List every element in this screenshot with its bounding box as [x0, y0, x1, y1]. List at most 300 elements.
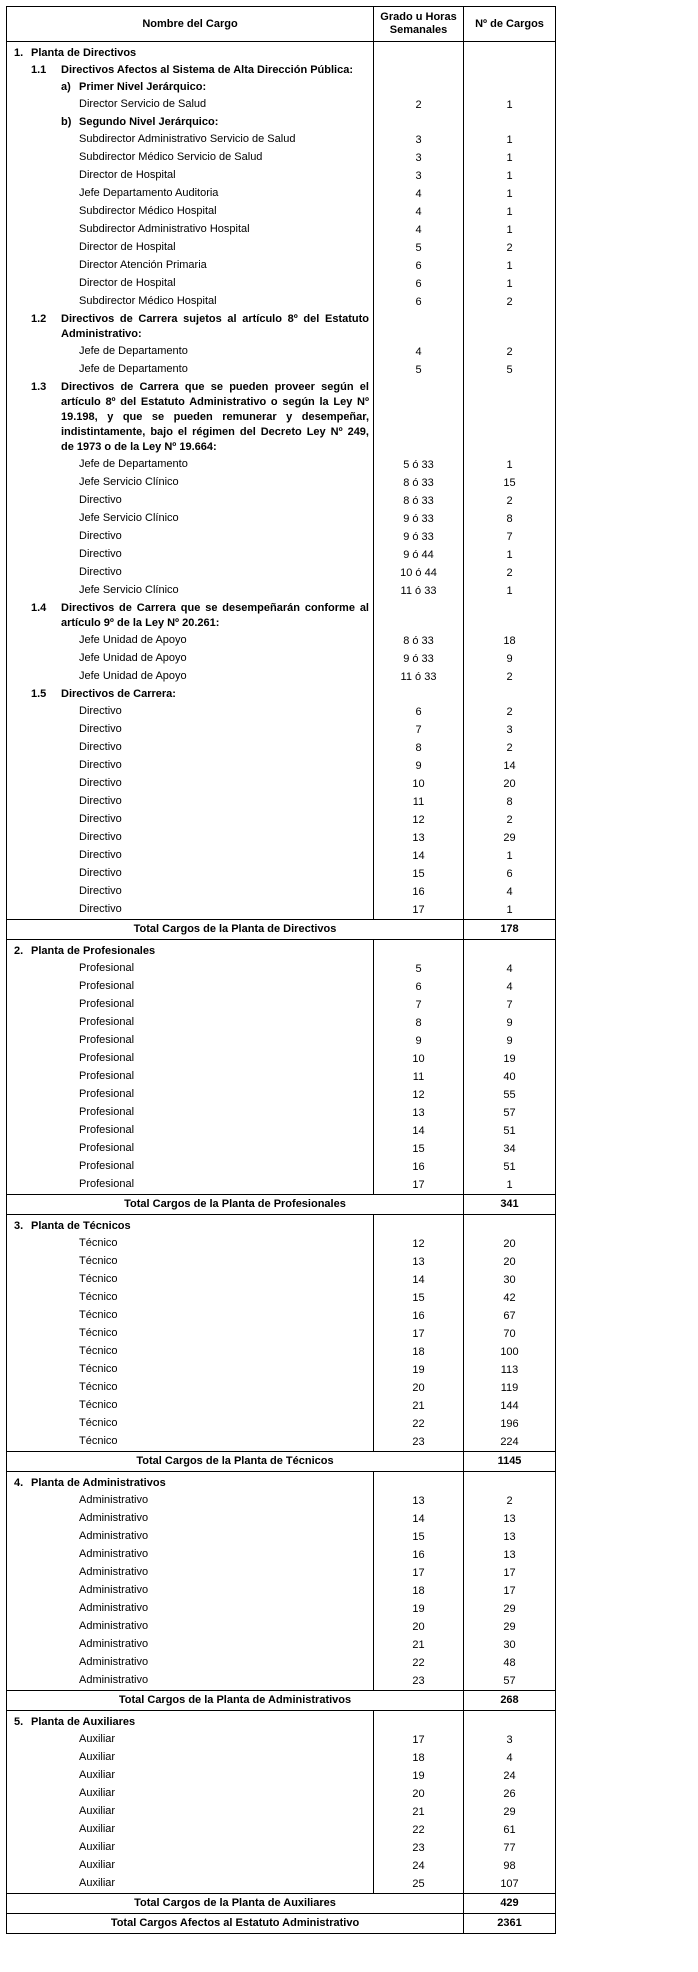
grado-cell: 11 — [374, 1068, 464, 1086]
grado-cell: 11 ó 33 — [374, 582, 464, 600]
table-header — [7, 7, 556, 42]
cargo-label: Profesional — [79, 1106, 135, 1118]
cargo-name-cell — [7, 1749, 374, 1767]
cargo-name-cell — [7, 1600, 374, 1618]
cargo-name-cell — [7, 1271, 374, 1289]
cargo-name-cell — [7, 600, 374, 632]
grand-total-row — [7, 1914, 556, 1934]
cargo-label: Planta de Directivos — [31, 47, 137, 59]
num-cargos-cell: 13 — [464, 1510, 556, 1528]
cargo-name-cell — [7, 167, 374, 185]
num-cargos-cell: 4 — [464, 883, 556, 901]
num-cargos-cell: 1 — [464, 456, 556, 474]
position-row — [7, 456, 556, 474]
grado-cell — [374, 1711, 464, 1732]
cargo-label: Técnico — [79, 1327, 118, 1339]
cargo-label: Administrativo — [79, 1602, 149, 1614]
cargo-name-cell — [7, 1636, 374, 1654]
cargo-name-cell — [7, 1546, 374, 1564]
cargo-name-cell — [7, 379, 374, 456]
num-cargos-cell: 2 — [464, 239, 556, 257]
cargo-label: Planta de Auxiliares — [31, 1716, 136, 1728]
position-row — [7, 1803, 556, 1821]
grado-cell: 17 — [374, 1325, 464, 1343]
cargo-label: Directivo — [79, 795, 122, 807]
position-row — [7, 361, 556, 379]
cargo-label: Auxiliar — [79, 1733, 116, 1745]
position-row — [7, 275, 556, 293]
cargo-name-cell — [7, 1176, 374, 1195]
table-body — [7, 42, 556, 1934]
cargo-label: Técnico — [79, 1273, 118, 1285]
num-cargos-cell: 4 — [464, 1749, 556, 1767]
grado-cell: 5 — [374, 239, 464, 257]
cargo-label: Director de Hospital — [79, 277, 176, 289]
cargo-label: Técnico — [79, 1345, 118, 1357]
position-row — [7, 1618, 556, 1636]
grado-cell — [374, 79, 464, 96]
num-cargos-cell: 2 — [464, 1492, 556, 1510]
grado-cell: 8 ó 33 — [374, 632, 464, 650]
num-cargos-cell: 2 — [464, 703, 556, 721]
num-cargos-cell: 1 — [464, 149, 556, 167]
position-row — [7, 293, 556, 311]
num-cargos-cell: 119 — [464, 1379, 556, 1397]
cargo-name-cell — [7, 42, 374, 63]
num-cargos-cell: 17 — [464, 1582, 556, 1600]
position-row — [7, 1654, 556, 1672]
position-row — [7, 167, 556, 185]
item-number: 1.4 — [31, 602, 47, 614]
grado-cell: 21 — [374, 1636, 464, 1654]
cargo-label: Directivo — [79, 831, 122, 843]
position-row — [7, 474, 556, 492]
cargo-label: Director Servicio de Salud — [79, 98, 207, 110]
grado-cell: 12 — [374, 1235, 464, 1253]
num-cargos-cell: 9 — [464, 1014, 556, 1032]
grado-cell: 23 — [374, 1433, 464, 1452]
grado-cell: 18 — [374, 1582, 464, 1600]
cargo-label: Directivos de Carrera que se desempeñarán conforme al artículo 9º de la Ley Nº 20.261: — [61, 602, 369, 629]
cargo-label: Jefe de Departamento — [79, 363, 188, 375]
total-label: Total Cargos de la Planta de Administrativos — [7, 1691, 464, 1711]
cargo-label: Técnico — [79, 1399, 118, 1411]
item-number: 2. — [14, 945, 24, 957]
position-row — [7, 131, 556, 149]
position-row — [7, 1492, 556, 1510]
position-row — [7, 1325, 556, 1343]
grado-cell: 14 — [374, 1271, 464, 1289]
cargo-name-cell — [7, 1379, 374, 1397]
num-cargos-cell: 1 — [464, 167, 556, 185]
grado-cell: 17 — [374, 901, 464, 920]
cargo-label: Planta de Profesionales — [31, 945, 156, 957]
item-number: 1. — [14, 47, 24, 59]
item-number: 3. — [14, 1220, 24, 1232]
position-row — [7, 1857, 556, 1875]
grado-cell: 15 — [374, 1140, 464, 1158]
item-number: 1.2 — [31, 313, 47, 325]
grado-cell: 6 — [374, 257, 464, 275]
position-row — [7, 1839, 556, 1857]
cargo-label: Directivo — [79, 885, 122, 897]
grado-cell: 20 — [374, 1379, 464, 1397]
cargo-name-cell — [7, 1050, 374, 1068]
cargo-name-cell — [7, 1803, 374, 1821]
cargo-name-cell — [7, 564, 374, 582]
col-header-nombre-del-cargo: Nombre del Cargo — [7, 7, 374, 42]
grado-cell: 13 — [374, 1492, 464, 1510]
num-cargos-cell: 8 — [464, 510, 556, 528]
position-row — [7, 721, 556, 739]
cargo-label: Técnico — [79, 1309, 118, 1321]
cargo-label: Auxiliar — [79, 1805, 116, 1817]
grado-cell: 12 — [374, 1086, 464, 1104]
section-header-row — [7, 42, 556, 63]
grado-cell: 15 — [374, 1528, 464, 1546]
cargo-label: Técnico — [79, 1417, 118, 1429]
cargo-name-cell — [7, 1068, 374, 1086]
position-row — [7, 865, 556, 883]
cargo-name-cell — [7, 1618, 374, 1636]
cargo-label: Jefe Unidad de Apoyo — [79, 634, 187, 646]
grado-cell: 10 — [374, 1050, 464, 1068]
position-row — [7, 668, 556, 686]
position-row — [7, 793, 556, 811]
position-row — [7, 1068, 556, 1086]
num-cargos-cell: 3 — [464, 721, 556, 739]
section-header-row — [7, 79, 556, 96]
grado-cell: 9 — [374, 1032, 464, 1050]
cargo-label: Administrativo — [79, 1674, 149, 1686]
section-header-row — [7, 114, 556, 131]
grado-cell: 9 ó 33 — [374, 528, 464, 546]
num-cargos-cell: 1 — [464, 221, 556, 239]
cargo-name-cell — [7, 1711, 374, 1732]
num-cargos-cell: 9 — [464, 650, 556, 668]
grado-cell: 13 — [374, 829, 464, 847]
total-value: 178 — [464, 920, 556, 940]
num-cargos-cell: 2 — [464, 343, 556, 361]
num-cargos-cell: 107 — [464, 1875, 556, 1894]
grado-cell: 13 — [374, 1253, 464, 1271]
position-row — [7, 1749, 556, 1767]
cargo-name-cell — [7, 343, 374, 361]
position-row — [7, 996, 556, 1014]
grado-cell: 19 — [374, 1600, 464, 1618]
grado-cell: 6 — [374, 275, 464, 293]
item-number: a) — [61, 81, 71, 93]
grado-cell: 3 — [374, 149, 464, 167]
grado-cell: 23 — [374, 1839, 464, 1857]
num-cargos-cell: 48 — [464, 1654, 556, 1672]
num-cargos-cell: 24 — [464, 1767, 556, 1785]
num-cargos-cell — [464, 686, 556, 703]
cargo-label: Primer Nivel Jerárquico: — [79, 81, 207, 93]
position-row — [7, 1271, 556, 1289]
cargo-label: Directivo — [79, 777, 122, 789]
header-row — [7, 7, 556, 42]
cargo-name-cell — [7, 1014, 374, 1032]
col-header-grado-horas: Grado u Horas Semanales — [374, 7, 464, 42]
grado-cell: 9 ó 44 — [374, 546, 464, 564]
cargo-label: Auxiliar — [79, 1751, 116, 1763]
cargo-name-cell — [7, 1289, 374, 1307]
cargo-label: Auxiliar — [79, 1769, 116, 1781]
num-cargos-cell: 1 — [464, 131, 556, 149]
grado-cell: 25 — [374, 1875, 464, 1894]
num-cargos-cell: 40 — [464, 1068, 556, 1086]
num-cargos-cell: 30 — [464, 1636, 556, 1654]
position-row — [7, 1361, 556, 1379]
grado-cell: 13 — [374, 1104, 464, 1122]
position-row — [7, 1397, 556, 1415]
cargo-label: Subdirector Médico Hospital — [79, 295, 217, 307]
position-row — [7, 1582, 556, 1600]
section-header-row — [7, 686, 556, 703]
position-row — [7, 492, 556, 510]
cargo-name-cell — [7, 185, 374, 203]
cargo-name-cell — [7, 62, 374, 79]
num-cargos-cell: 1 — [464, 203, 556, 221]
grado-cell: 4 — [374, 343, 464, 361]
staffing-table — [6, 6, 556, 1934]
total-label: Total Cargos de la Planta de Técnicos — [7, 1452, 464, 1472]
position-row — [7, 96, 556, 114]
num-cargos-cell: 2 — [464, 811, 556, 829]
num-cargos-cell — [464, 311, 556, 343]
cargo-label: Administrativo — [79, 1494, 149, 1506]
total-row — [7, 1452, 556, 1472]
num-cargos-cell: 4 — [464, 960, 556, 978]
cargo-name-cell — [7, 1307, 374, 1325]
grado-cell: 16 — [374, 1546, 464, 1564]
cargo-label: Auxiliar — [79, 1823, 116, 1835]
cargo-label: Subdirector Médico Servicio de Salud — [79, 151, 263, 163]
grado-cell: 9 ó 33 — [374, 510, 464, 528]
position-row — [7, 1821, 556, 1839]
grado-cell: 17 — [374, 1731, 464, 1749]
num-cargos-cell: 2 — [464, 293, 556, 311]
cargo-label: Directivos de Carrera sujetos al artículo 8º del Estatuto Administrativo: — [61, 313, 369, 340]
cargo-label: Jefe Servicio Clínico — [79, 512, 179, 524]
cargo-label: Auxiliar — [79, 1859, 116, 1871]
total-label: Total Cargos de la Planta de Profesionales — [7, 1195, 464, 1215]
cargo-name-cell — [7, 1857, 374, 1875]
cargo-label: Profesional — [79, 1070, 135, 1082]
grado-cell: 7 — [374, 721, 464, 739]
cargo-label: Jefe Departamento Auditoria — [79, 187, 219, 199]
num-cargos-cell: 144 — [464, 1397, 556, 1415]
cargo-name-cell — [7, 721, 374, 739]
cargo-label: Directivo — [79, 548, 122, 560]
grado-cell: 2 — [374, 96, 464, 114]
cargo-name-cell — [7, 1767, 374, 1785]
cargo-label: Director de Hospital — [79, 169, 176, 181]
cargo-label: Jefe Unidad de Apoyo — [79, 670, 187, 682]
grado-cell: 9 ó 33 — [374, 650, 464, 668]
grado-cell: 8 — [374, 1014, 464, 1032]
cargo-name-cell — [7, 739, 374, 757]
grado-cell — [374, 379, 464, 456]
num-cargos-cell — [464, 940, 556, 961]
grado-cell: 16 — [374, 883, 464, 901]
num-cargos-cell: 26 — [464, 1785, 556, 1803]
position-row — [7, 546, 556, 564]
position-row — [7, 1050, 556, 1068]
section-header-row — [7, 311, 556, 343]
grado-cell — [374, 1472, 464, 1493]
section-header-row — [7, 62, 556, 79]
cargo-label: Técnico — [79, 1435, 118, 1447]
total-value: 1145 — [464, 1452, 556, 1472]
cargo-name-cell — [7, 528, 374, 546]
cargo-name-cell — [7, 1433, 374, 1452]
cargo-label: Directivo — [79, 903, 122, 915]
grado-cell: 6 — [374, 703, 464, 721]
grado-cell — [374, 62, 464, 79]
position-row — [7, 149, 556, 167]
num-cargos-cell: 42 — [464, 1289, 556, 1307]
num-cargos-cell: 6 — [464, 865, 556, 883]
cargo-label: Profesional — [79, 1034, 135, 1046]
section-header-row — [7, 600, 556, 632]
item-number: 1.5 — [31, 688, 47, 700]
position-row — [7, 703, 556, 721]
total-row — [7, 1691, 556, 1711]
num-cargos-cell: 113 — [464, 1361, 556, 1379]
num-cargos-cell: 70 — [464, 1325, 556, 1343]
cargo-label: Planta de Técnicos — [31, 1220, 131, 1232]
grado-cell: 4 — [374, 185, 464, 203]
item-number: 1.3 — [31, 381, 47, 393]
position-row — [7, 847, 556, 865]
section-header-row — [7, 379, 556, 456]
position-row — [7, 1600, 556, 1618]
cargo-name-cell — [7, 1235, 374, 1253]
cargo-name-cell — [7, 793, 374, 811]
num-cargos-cell: 196 — [464, 1415, 556, 1433]
cargo-name-cell — [7, 239, 374, 257]
cargo-label: Directivo — [79, 530, 122, 542]
num-cargos-cell: 55 — [464, 1086, 556, 1104]
position-row — [7, 739, 556, 757]
position-row — [7, 1528, 556, 1546]
cargo-name-cell — [7, 474, 374, 492]
section-header-row — [7, 1472, 556, 1493]
grado-cell: 20 — [374, 1618, 464, 1636]
grado-cell: 16 — [374, 1158, 464, 1176]
position-row — [7, 1767, 556, 1785]
cargo-name-cell — [7, 1472, 374, 1493]
cargo-name-cell — [7, 960, 374, 978]
num-cargos-cell: 20 — [464, 775, 556, 793]
cargo-name-cell — [7, 811, 374, 829]
grado-cell: 3 — [374, 131, 464, 149]
total-row — [7, 920, 556, 940]
grado-cell: 24 — [374, 1857, 464, 1875]
cargo-label: Profesional — [79, 1124, 135, 1136]
cargo-name-cell — [7, 96, 374, 114]
position-row — [7, 1636, 556, 1654]
cargo-label: Administrativo — [79, 1548, 149, 1560]
num-cargos-cell: 29 — [464, 829, 556, 847]
position-row — [7, 1343, 556, 1361]
cargo-label: Directivo — [79, 741, 122, 753]
grado-cell: 7 — [374, 996, 464, 1014]
num-cargos-cell: 1 — [464, 1176, 556, 1195]
cargo-label: Directivo — [79, 849, 122, 861]
cargo-name-cell — [7, 456, 374, 474]
position-row — [7, 564, 556, 582]
num-cargos-cell: 34 — [464, 1140, 556, 1158]
num-cargos-cell: 1 — [464, 275, 556, 293]
cargo-name-cell — [7, 632, 374, 650]
num-cargos-cell: 20 — [464, 1253, 556, 1271]
section-header-row — [7, 940, 556, 961]
cargo-name-cell — [7, 847, 374, 865]
num-cargos-cell: 98 — [464, 1857, 556, 1875]
cargo-label: Administrativo — [79, 1530, 149, 1542]
grado-cell: 5 — [374, 960, 464, 978]
total-label: Total Cargos de la Planta de Auxiliares — [7, 1894, 464, 1914]
num-cargos-cell: 7 — [464, 528, 556, 546]
position-row — [7, 1253, 556, 1271]
cargo-label: Subdirector Administrativo Servicio de Salud — [79, 133, 296, 145]
grado-cell: 20 — [374, 1785, 464, 1803]
cargo-name-cell — [7, 546, 374, 564]
num-cargos-cell — [464, 114, 556, 131]
num-cargos-cell: 19 — [464, 1050, 556, 1068]
position-row — [7, 528, 556, 546]
cargo-name-cell — [7, 1731, 374, 1749]
cargo-name-cell — [7, 1086, 374, 1104]
cargo-name-cell — [7, 79, 374, 96]
cargo-label: Directivos de Carrera que se pueden proveer según el artículo 8º del Estatuto Administrativo o según la Ley Nº 19.198, y que se pueden remunerar y desempeñar, indistintamente, bajo el régimen del Decreto Ley Nº 249, de 1973 o de la Ley Nº 19.664: — [61, 381, 369, 453]
num-cargos-cell: 77 — [464, 1839, 556, 1857]
position-row — [7, 901, 556, 920]
position-row — [7, 650, 556, 668]
num-cargos-cell: 3 — [464, 1731, 556, 1749]
num-cargos-cell: 100 — [464, 1343, 556, 1361]
position-row — [7, 978, 556, 996]
cargo-label: Técnico — [79, 1255, 118, 1267]
cargo-label: Directivo — [79, 759, 122, 771]
grado-cell: 19 — [374, 1767, 464, 1785]
grado-cell — [374, 940, 464, 961]
cargo-name-cell — [7, 978, 374, 996]
cargo-name-cell — [7, 203, 374, 221]
num-cargos-cell: 13 — [464, 1546, 556, 1564]
num-cargos-cell — [464, 42, 556, 63]
position-row — [7, 1014, 556, 1032]
num-cargos-cell: 8 — [464, 793, 556, 811]
num-cargos-cell: 15 — [464, 474, 556, 492]
cargo-name-cell — [7, 114, 374, 131]
num-cargos-cell: 1 — [464, 901, 556, 920]
cargo-name-cell — [7, 757, 374, 775]
grado-cell: 11 ó 33 — [374, 668, 464, 686]
cargo-name-cell — [7, 1672, 374, 1691]
section-header-row — [7, 1711, 556, 1732]
cargo-name-cell — [7, 1325, 374, 1343]
cargo-label: Administrativo — [79, 1566, 149, 1578]
cargo-name-cell — [7, 293, 374, 311]
cargo-label: Técnico — [79, 1381, 118, 1393]
grado-cell: 23 — [374, 1672, 464, 1691]
cargo-label: Administrativo — [79, 1512, 149, 1524]
cargo-name-cell — [7, 1821, 374, 1839]
